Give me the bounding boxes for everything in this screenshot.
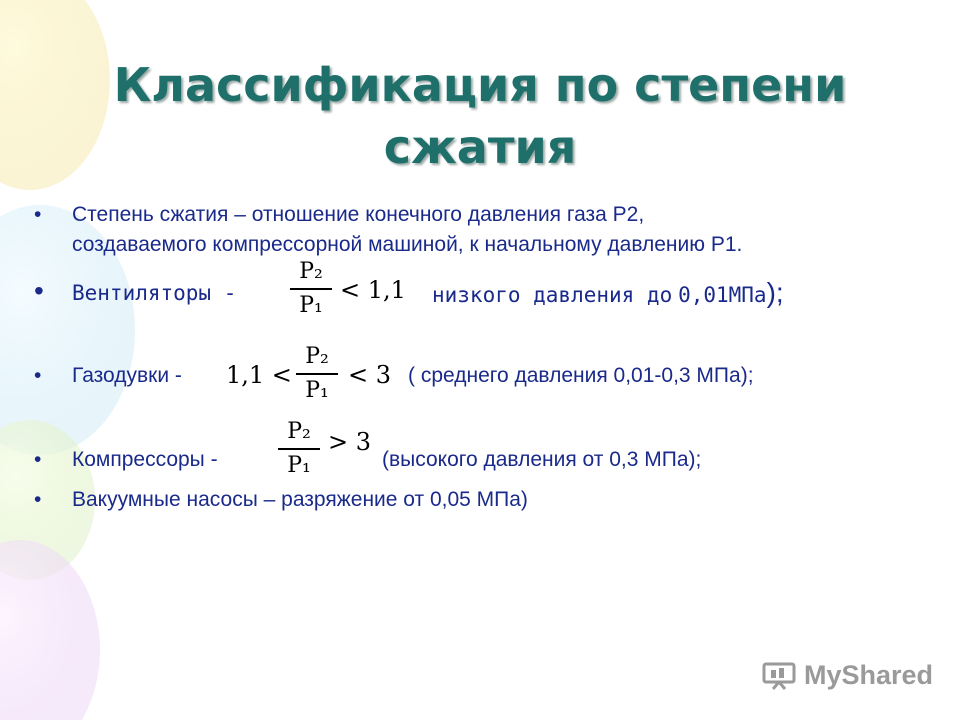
definition-line2: создаваемого компрессорной машиной, к начальному давлению Р1. (72, 233, 743, 256)
bullet-marker: • (34, 364, 42, 387)
bullet-marker: • (34, 488, 42, 511)
blowers-formula-upper: < 3 (348, 361, 392, 389)
compressors-range: (высокого давления от 0,3 МПа); (382, 448, 702, 471)
bullet-definition (34, 200, 743, 260)
blowers-formula-numerator: P₂ (305, 344, 329, 369)
bullet-vacuum-pumps (34, 485, 528, 515)
definition-line1: Степень сжатия – отношение конечного давления газа Р2, (72, 203, 645, 226)
vacuum-pumps-text: Вакуумные насосы – разряжение от 0,05 МПа) (72, 488, 528, 511)
bullet-fans (34, 275, 237, 309)
balloon-purple (0, 540, 100, 720)
fans-formula-numerator: P₂ (299, 259, 323, 284)
compressors-formula-numerator: P₂ (287, 419, 311, 444)
page-title: Классификация по степени (113, 58, 847, 112)
fans-range (432, 278, 784, 311)
blowers-formula-lower: 1,1 < (226, 361, 292, 389)
fraction-bar (296, 373, 338, 375)
bullet-marker: • (34, 275, 44, 306)
blowers-label: Газодувки - (72, 364, 182, 387)
compressors-formula-denominator: P₁ (287, 453, 311, 478)
fans-range-value: 0,01МПа (678, 283, 767, 307)
bullet-marker: • (34, 448, 42, 471)
fraction-bar (278, 448, 320, 450)
bullet-marker: • (34, 203, 42, 226)
watermark-text: MyShared (804, 660, 934, 690)
fraction-bar (290, 288, 332, 290)
blowers-range: ( среднего давления 0,01-0,3 МПа); (408, 364, 754, 387)
fans-label: Вентиляторы - (72, 281, 237, 305)
blowers-formula-denominator: P₁ (305, 378, 329, 403)
page-title-line2: сжатия (383, 120, 577, 174)
bullet-compressors (34, 445, 218, 475)
fans-formula-bound: < 1,1 (340, 276, 406, 304)
bullet-blowers (34, 361, 182, 391)
fans-formula-denominator: P₁ (299, 293, 323, 318)
compressors-formula-bound: > 3 (328, 428, 372, 456)
fans-range-text: низкого давления до (432, 283, 673, 307)
presentation-icon (762, 662, 796, 690)
compressors-label: Компрессоры - (72, 448, 218, 471)
fans-range-tail: ); (766, 277, 784, 308)
